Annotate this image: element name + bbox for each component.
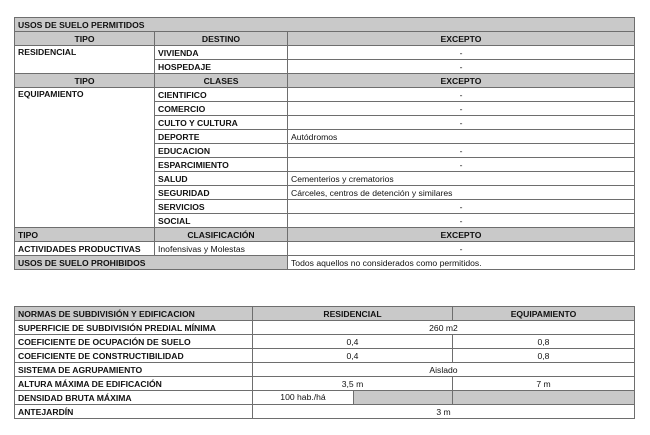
table-row (15, 256, 635, 270)
actividades-tipo: ACTIVIDADES PRODUCTIVAS (15, 242, 155, 256)
equipamiento-tipo-header: TIPO (15, 74, 155, 88)
table-row (15, 321, 635, 335)
densidad-label: DENSIDAD BRUTA MÁXIMA (15, 391, 253, 405)
destino-label: VIVIENDA (155, 46, 288, 60)
excepto-value: - (288, 144, 635, 158)
excepto-value: Cárceles, centros de detención y similares (288, 186, 635, 200)
agrupamiento-value: Aislado (253, 363, 635, 377)
excepto-value: - (288, 60, 635, 74)
ocupacion-equipamiento: 0,8 (453, 335, 635, 349)
clase-label: CIENTIFICO (155, 88, 288, 102)
ocupacion-label: COEFICIENTE DE OCUPACIÓN DE SUELO (15, 335, 253, 349)
table-row (15, 349, 635, 363)
excepto-value: - (288, 158, 635, 172)
normas-residencial-header: RESIDENCIAL (253, 307, 453, 321)
table-row (15, 363, 635, 377)
excepto-value: - (288, 116, 635, 130)
clase-label: SERVICIOS (155, 200, 288, 214)
actividades-tipo-header: TIPO (15, 228, 155, 242)
equipamiento-excepto-header: EXCEPTO (288, 74, 635, 88)
constructibilidad-label: COEFICIENTE DE CONSTRUCTIBILIDAD (15, 349, 253, 363)
table-row (15, 46, 635, 60)
residencial-excepto-header: EXCEPTO (288, 32, 635, 46)
normas-table (14, 306, 635, 419)
ocupacion-residencial: 0,4 (253, 335, 453, 349)
table-row (15, 405, 635, 419)
constructibilidad-residencial: 0,4 (253, 349, 453, 363)
actividades-clasificacion: Inofensivas y Molestas (155, 242, 288, 256)
excepto-value: - (288, 242, 635, 256)
actividades-excepto-header: EXCEPTO (288, 228, 635, 242)
clase-label: COMERCIO (155, 102, 288, 116)
clase-label: ESPARCIMIENTO (155, 158, 288, 172)
excepto-value: - (288, 88, 635, 102)
equipamiento-tipo: EQUIPAMIENTO (15, 88, 155, 228)
excepto-value: Cementerios y crematorios (288, 172, 635, 186)
clase-label: EDUCACION (155, 144, 288, 158)
prohibidos-value: Todos aquellos no considerados como permitidos. (288, 256, 635, 270)
residencial-tipo: RESIDENCIAL (15, 46, 155, 74)
excepto-value: - (288, 200, 635, 214)
normas-title: NORMAS DE SUBDIVISIÓN Y EDIFICACION (15, 307, 253, 321)
densidad-shaded (354, 391, 452, 404)
table-row (15, 335, 635, 349)
clase-label: SALUD (155, 172, 288, 186)
clases-header: CLASES (155, 74, 288, 88)
excepto-value: - (288, 214, 635, 228)
altura-residencial: 3,5 m (253, 377, 453, 391)
excepto-value: - (288, 46, 635, 60)
clase-label: CULTO Y CULTURA (155, 116, 288, 130)
clase-label: DEPORTE (155, 130, 288, 144)
destino-label: HOSPEDAJE (155, 60, 288, 74)
prohibidos-label: USOS DE SUELO PROHIBIDOS (15, 256, 288, 270)
table-row (15, 88, 635, 102)
constructibilidad-equipamiento: 0,8 (453, 349, 635, 363)
clasificacion-header: CLASIFICACIÓN (155, 228, 288, 242)
clase-label: SOCIAL (155, 214, 288, 228)
superficie-value: 260 m2 (253, 321, 635, 335)
superficie-label: SUPERFICIE DE SUBDIVISIÓN PREDIAL MÍNIMA (15, 321, 253, 335)
antejardin-value: 3 m (253, 405, 635, 419)
antejardin-label: ANTEJARDÍN (15, 405, 253, 419)
usos-title: USOS DE SUELO PERMITIDOS (15, 18, 635, 32)
densidad-value: 100 hab./há (253, 391, 354, 404)
table-row (15, 242, 635, 256)
agrupamiento-label: SISTEMA DE AGRUPAMIENTO (15, 363, 253, 377)
residencial-tipo-header: TIPO (15, 32, 155, 46)
excepto-value: - (288, 102, 635, 116)
excepto-value: Autódromos (288, 130, 635, 144)
destino-header: DESTINO (155, 32, 288, 46)
densidad-equipamiento-shaded (453, 391, 635, 405)
usos-suelo-table (14, 17, 635, 270)
table-row (15, 377, 635, 391)
table-row (15, 391, 635, 405)
altura-equipamiento: 7 m (453, 377, 635, 391)
normas-equipamiento-header: EQUIPAMIENTO (453, 307, 635, 321)
clase-label: SEGURIDAD (155, 186, 288, 200)
densidad-value-cell (253, 391, 453, 405)
altura-label: ALTURA MÁXIMA DE EDIFICACIÓN (15, 377, 253, 391)
